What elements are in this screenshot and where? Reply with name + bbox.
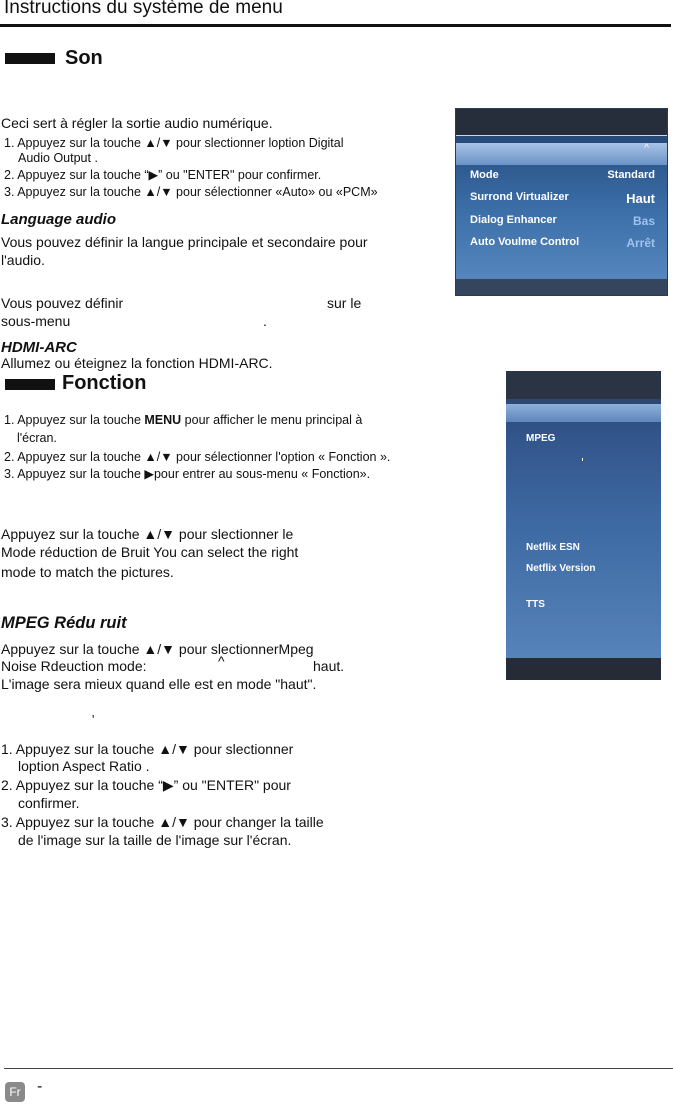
define-text-2a: sous-menu <box>1 313 71 329</box>
menu-top-bar <box>506 371 661 399</box>
menu-highlight-bar <box>456 143 667 165</box>
menu-row-value: Bas <box>632 214 655 228</box>
menu-row-label: Auto Voulme Control <box>470 236 580 248</box>
menu-row-label: Dialog Enhancer <box>470 214 557 226</box>
footer-divider <box>4 1068 673 1069</box>
language-audio-text-2: l'audio. <box>1 252 45 268</box>
aspect-step-1: 1. Appuyez sur la touche ▲/▼ pour slectionner <box>1 741 294 757</box>
page-number-dash: - <box>37 1078 43 1095</box>
noise-reduction-text-1: Appuyez sur la touche ▲/▼ pour slectionner le <box>1 526 294 542</box>
subsection-title-mpeg: MPEG Rédu ruit <box>1 614 127 632</box>
language-badge: Fr <box>5 1082 25 1102</box>
menu-top-line <box>456 135 667 136</box>
son-step-2: 2. Appuyez sur la touche “▶” ou "ENTER" pour confirmer. <box>4 168 322 182</box>
hdmi-arc-text: Allumez ou éteignez la fonction HDMI-ARC. <box>1 355 273 371</box>
section-marker-bar <box>5 379 55 390</box>
menu-row-label: Surrond Virtualizer <box>470 191 569 203</box>
define-text-1a: Vous pouvez définir <box>1 295 124 311</box>
fonction-step-2: 2. Appuyez sur la touche ▲/▼ pour sélectionner l'option « Fonction ». <box>4 450 391 464</box>
define-text-2b: . <box>263 313 267 329</box>
menu-row-auto-volume <box>470 236 655 248</box>
aspect-step-3: 3. Appuyez sur la touche ▲/▼ pour changer la taille <box>1 814 324 830</box>
section-marker-bar <box>5 53 55 64</box>
mpeg-text-1: Appuyez sur la touche ▲/▼ pour slectionnerMpeg <box>1 641 314 657</box>
menu-highlight-bar <box>506 404 661 422</box>
menu-tick-mark <box>582 458 583 461</box>
menu-row-dialog <box>470 214 655 226</box>
son-step-1: 1. Appuyez sur la touche ▲/▼ pour slectionner loption Digital <box>4 136 344 150</box>
son-intro: Ceci sert à régler la sortie audio numérique. <box>1 115 273 131</box>
menu-row-value: Arrêt <box>626 236 655 250</box>
section-title-fonction: Fonction <box>62 372 147 394</box>
define-text-1b: sur le <box>327 295 362 311</box>
menu-top-bar <box>456 109 667 135</box>
menu-row-surround <box>470 191 655 206</box>
section-title-son: Son <box>65 47 103 69</box>
page-header-title: Instructions du système de menu <box>4 0 283 18</box>
menu-row-value: Standard <box>607 169 655 181</box>
scroll-up-icon: ^ <box>644 143 649 154</box>
noise-reduction-text-2: Mode réduction de Bruit You can select the right <box>1 544 299 560</box>
son-step-3: 3. Appuyez sur la touche ▲/▼ pour sélectionner «Auto» ou «PCM» <box>4 185 378 199</box>
mpeg-text-3: L'image sera mieux quand elle est en mode "haut". <box>1 676 317 692</box>
menu-key-label: MENU <box>144 413 182 427</box>
mpeg-text-2c: haut. <box>313 658 345 674</box>
fonction-step-3: 3. Appuyez sur la touche ▶pour entrer au sous-menu « Fonction». <box>4 467 371 481</box>
language-audio-text-1: Vous pouvez définir la langue principale et secondaire pour <box>1 234 368 250</box>
aspect-step-3-cont: de l'image sur la taille de l'image sur l'écran. <box>18 832 292 848</box>
aspect-step-2-cont: confirmer. <box>18 795 80 811</box>
fonction-step-1-text: 1. Appuyez sur la touche <box>4 413 145 427</box>
menu-row-value: Haut <box>626 191 655 206</box>
fonction-step-1-cont: l'écran. <box>17 431 57 445</box>
subsection-title-hdmi-arc: HDMI-ARC <box>1 339 77 356</box>
menu-item-tts: TTS <box>526 599 545 610</box>
subsection-title-language-audio: Language audio <box>1 211 117 228</box>
fonction-step-1 <box>4 412 362 428</box>
menu-item-netflix-esn: Netflix ESN <box>526 542 580 553</box>
aspect-step-2: 2. Appuyez sur la touche “▶” ou "ENTER" pour <box>1 777 291 793</box>
sound-menu-screenshot <box>455 108 668 296</box>
mpeg-text-2b: ^ <box>218 653 225 669</box>
menu-row-label: Mode <box>470 169 499 181</box>
menu-bottom-bar <box>506 658 661 680</box>
aspect-step-1-cont: loption Aspect Ratio . <box>18 758 150 774</box>
son-step-1-cont: Audio Output . <box>18 151 98 165</box>
function-menu-screenshot <box>506 371 661 680</box>
header-divider <box>0 24 671 27</box>
fonction-step-1-text: pour afficher le menu principal à <box>181 413 363 427</box>
menu-row-mode <box>470 169 655 181</box>
menu-item-mpeg: MPEG <box>526 433 556 444</box>
stray-mark: ' <box>92 713 95 727</box>
noise-reduction-text-3: mode to match the pictures. <box>1 564 174 580</box>
menu-bottom-bar <box>456 279 667 295</box>
mpeg-text-2a: Noise Rdeuction mode: <box>1 658 147 674</box>
menu-item-netflix-version: Netflix Version <box>526 563 596 574</box>
